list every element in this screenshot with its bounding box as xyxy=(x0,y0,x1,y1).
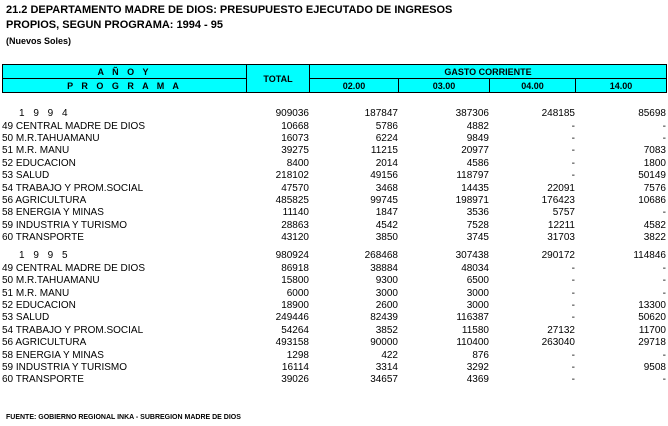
row-value: - xyxy=(662,262,666,274)
row-value: 8400 xyxy=(286,157,309,169)
row-value: 14435 xyxy=(461,182,489,194)
row-value: 248185 xyxy=(541,108,575,120)
row-value: 249446 xyxy=(275,312,309,324)
row-label: 60 TRANSPORTE xyxy=(2,232,84,244)
row-value: 3468 xyxy=(375,182,398,194)
row-value: - xyxy=(662,287,666,299)
header-sub-0200: 02.00 xyxy=(310,79,399,93)
table-row xyxy=(2,232,666,244)
row-value: 3536 xyxy=(466,207,489,219)
row-value: 18900 xyxy=(281,300,309,312)
table-header xyxy=(2,64,667,93)
table-row xyxy=(2,207,666,219)
row-value: 39026 xyxy=(281,374,309,386)
row-value: 99745 xyxy=(370,194,398,206)
row-value: 11580 xyxy=(461,324,489,336)
row-value: 3000 xyxy=(466,287,489,299)
table-row xyxy=(2,195,666,207)
row-value: 38884 xyxy=(370,262,398,274)
row-value: - xyxy=(662,374,666,386)
row-value: 9300 xyxy=(375,275,398,287)
row-value: 49156 xyxy=(370,170,398,182)
row-value: 11215 xyxy=(370,145,398,157)
header-sub-0300: 03.00 xyxy=(399,79,490,93)
row-label: 54 TRABAJO Y PROM.SOCIAL xyxy=(2,324,144,336)
table-row xyxy=(2,120,666,132)
row-value: 110400 xyxy=(456,337,489,349)
row-value: 176423 xyxy=(541,194,575,206)
row-label: 49 CENTRAL MADRE DE DIOS xyxy=(2,262,145,274)
table-row xyxy=(2,312,666,324)
year-total-row xyxy=(2,250,666,262)
table-row xyxy=(2,374,666,386)
table-row xyxy=(2,145,666,157)
row-label: 53 SALUD xyxy=(2,312,50,324)
row-value: - xyxy=(571,287,575,299)
row-value: - xyxy=(571,349,575,361)
row-value: - xyxy=(662,132,666,144)
data-table xyxy=(2,108,666,387)
row-value: 909036 xyxy=(275,108,309,120)
row-value: 10668 xyxy=(281,120,309,132)
row-value: 118797 xyxy=(456,170,489,182)
row-label: 1 9 9 5 xyxy=(19,250,71,262)
row-value: - xyxy=(571,362,575,373)
row-value: 50620 xyxy=(638,312,666,324)
row-value: 7083 xyxy=(643,145,666,157)
row-value: 12211 xyxy=(547,219,575,231)
row-value: - xyxy=(571,275,575,287)
units-note: (Nuevos Soles) xyxy=(6,36,72,46)
row-value: 31703 xyxy=(547,232,575,244)
row-value: 422 xyxy=(381,349,398,361)
row-value: 20977 xyxy=(461,145,489,157)
header-year-program: A Ñ O Y xyxy=(3,65,247,79)
row-value: 47570 xyxy=(281,182,309,194)
year-total-row xyxy=(2,108,666,120)
row-value: 4586 xyxy=(466,157,489,169)
row-label: 1 9 9 4 xyxy=(19,108,71,120)
row-value: 290172 xyxy=(541,250,575,262)
row-label: 60 TRANSPORTE xyxy=(2,374,84,386)
row-value: 7576 xyxy=(643,182,666,194)
table-row xyxy=(2,158,666,170)
row-value: 43120 xyxy=(281,232,309,244)
row-value: 22091 xyxy=(547,182,575,194)
row-value: 29718 xyxy=(638,337,666,349)
row-value: 48034 xyxy=(461,262,489,274)
row-value: - xyxy=(571,145,575,157)
table-row xyxy=(2,349,666,361)
row-value: 27132 xyxy=(547,324,575,336)
row-value: 268468 xyxy=(364,250,398,262)
row-value: 6224 xyxy=(375,132,398,144)
row-label: 50 M.R.TAHUAMANU xyxy=(2,132,100,144)
row-value: 16073 xyxy=(281,132,309,144)
row-label: 52 EDUCACION xyxy=(2,157,76,169)
row-value: 485825 xyxy=(275,194,309,206)
row-value: 187847 xyxy=(364,108,398,120)
row-value: - xyxy=(571,170,575,182)
row-value: - xyxy=(571,374,575,386)
row-value: 4882 xyxy=(466,120,489,132)
row-value: 34657 xyxy=(370,374,398,386)
table-row xyxy=(2,337,666,349)
row-value: - xyxy=(571,132,575,144)
header-program: P R O G R A M A xyxy=(3,79,247,93)
row-label: 58 ENERGIA Y MINAS xyxy=(2,349,104,361)
row-value: 114846 xyxy=(633,250,666,262)
row-label: 51 M.R. MANU xyxy=(2,287,70,299)
row-value: 198971 xyxy=(455,194,489,206)
row-label: 56 AGRICULTURA xyxy=(2,194,87,206)
row-value: 1800 xyxy=(643,157,666,169)
row-value: 2600 xyxy=(375,300,398,312)
row-value: 86918 xyxy=(281,262,309,274)
row-value: 4542 xyxy=(375,219,398,231)
row-value: - xyxy=(662,275,666,287)
row-value: 39275 xyxy=(281,145,309,157)
row-value: 3000 xyxy=(375,287,398,299)
table-row xyxy=(2,182,666,194)
row-value: 90000 xyxy=(370,337,398,349)
page-subtitle: PROPIOS, SEGUN PROGRAMA: 1994 - 95 xyxy=(6,19,223,31)
row-value: 3822 xyxy=(643,232,666,244)
row-label: 54 TRABAJO Y PROM.SOCIAL xyxy=(2,182,144,194)
table-row xyxy=(2,263,666,275)
row-value: 387306 xyxy=(455,108,489,120)
table-row xyxy=(2,220,666,232)
row-value: 28863 xyxy=(281,219,309,231)
row-value: 16114 xyxy=(281,362,309,373)
row-value: 7528 xyxy=(466,219,489,231)
row-label: 52 EDUCACION xyxy=(2,300,76,312)
table-row xyxy=(2,287,666,299)
row-label: 56 AGRICULTURA xyxy=(2,337,87,349)
table-row xyxy=(2,133,666,145)
row-value: 980924 xyxy=(275,250,309,262)
row-value: 1847 xyxy=(375,207,398,219)
row-value: 3852 xyxy=(375,324,398,336)
table-row xyxy=(2,325,666,337)
row-value: 82439 xyxy=(370,312,398,324)
table-row xyxy=(2,362,666,374)
row-value: 218102 xyxy=(275,170,309,182)
row-label: 50 M.R.TAHUAMANU xyxy=(2,275,100,287)
row-value: 6500 xyxy=(466,275,489,287)
row-label: 59 INDUSTRIA Y TURISMO xyxy=(2,362,128,373)
row-label: 51 M.R. MANU xyxy=(2,145,70,157)
row-value: 3292 xyxy=(466,362,489,373)
row-value: 263040 xyxy=(541,337,575,349)
table-row xyxy=(2,170,666,182)
row-value: 3000 xyxy=(466,300,489,312)
row-value: - xyxy=(662,349,666,361)
row-value: - xyxy=(571,262,575,274)
header-gasto-corriente: GASTO CORRIENTE xyxy=(310,65,667,79)
row-value: 5786 xyxy=(375,120,398,132)
row-value: - xyxy=(571,300,575,312)
row-label: 58 ENERGIA Y MINAS xyxy=(2,207,104,219)
row-value: - xyxy=(571,157,575,169)
row-value: - xyxy=(662,207,666,219)
row-value: 9849 xyxy=(466,132,489,144)
row-label: 59 INDUSTRIA Y TURISMO xyxy=(2,219,128,231)
row-label: 49 CENTRAL MADRE DE DIOS xyxy=(2,120,145,132)
source-note: FUENTE: GOBIERNO REGIONAL INKA - SUBREGION MADRE DE DIOS xyxy=(6,414,241,421)
row-value: 6000 xyxy=(286,287,309,299)
row-value: 13300 xyxy=(638,300,666,312)
row-value: 9508 xyxy=(643,362,666,373)
row-value: 11700 xyxy=(638,324,666,336)
row-value: 4582 xyxy=(643,219,666,231)
row-value: 2014 xyxy=(375,157,398,169)
row-label: 53 SALUD xyxy=(2,170,50,182)
row-value: 3314 xyxy=(375,362,398,373)
row-value: 3745 xyxy=(466,232,489,244)
row-value: - xyxy=(662,120,666,132)
header-total: TOTAL xyxy=(247,65,310,93)
row-value: 54264 xyxy=(281,324,309,336)
row-value: 10686 xyxy=(638,194,666,206)
row-value: 11140 xyxy=(282,207,309,219)
row-value: 876 xyxy=(472,349,489,361)
header-sub-0400: 04.00 xyxy=(490,79,576,93)
row-value: 50149 xyxy=(638,170,666,182)
header-sub-1400: 14.00 xyxy=(576,79,667,93)
row-value: 4369 xyxy=(466,374,489,386)
row-value: 116387 xyxy=(456,312,489,324)
table-row xyxy=(2,300,666,312)
row-value: 15800 xyxy=(281,275,309,287)
row-value: - xyxy=(571,312,575,324)
row-value: 307438 xyxy=(455,250,489,262)
row-value: 5757 xyxy=(552,207,575,219)
row-value: 1298 xyxy=(286,349,309,361)
row-value: 85698 xyxy=(638,108,666,120)
row-value: 3850 xyxy=(375,232,398,244)
row-value: - xyxy=(571,120,575,132)
page-title: 21.2 DEPARTAMENTO MADRE DE DIOS: PRESUPUESTO EJECUTADO DE INGRESOS xyxy=(6,4,453,16)
row-value: 493158 xyxy=(275,337,309,349)
table-row xyxy=(2,275,666,287)
